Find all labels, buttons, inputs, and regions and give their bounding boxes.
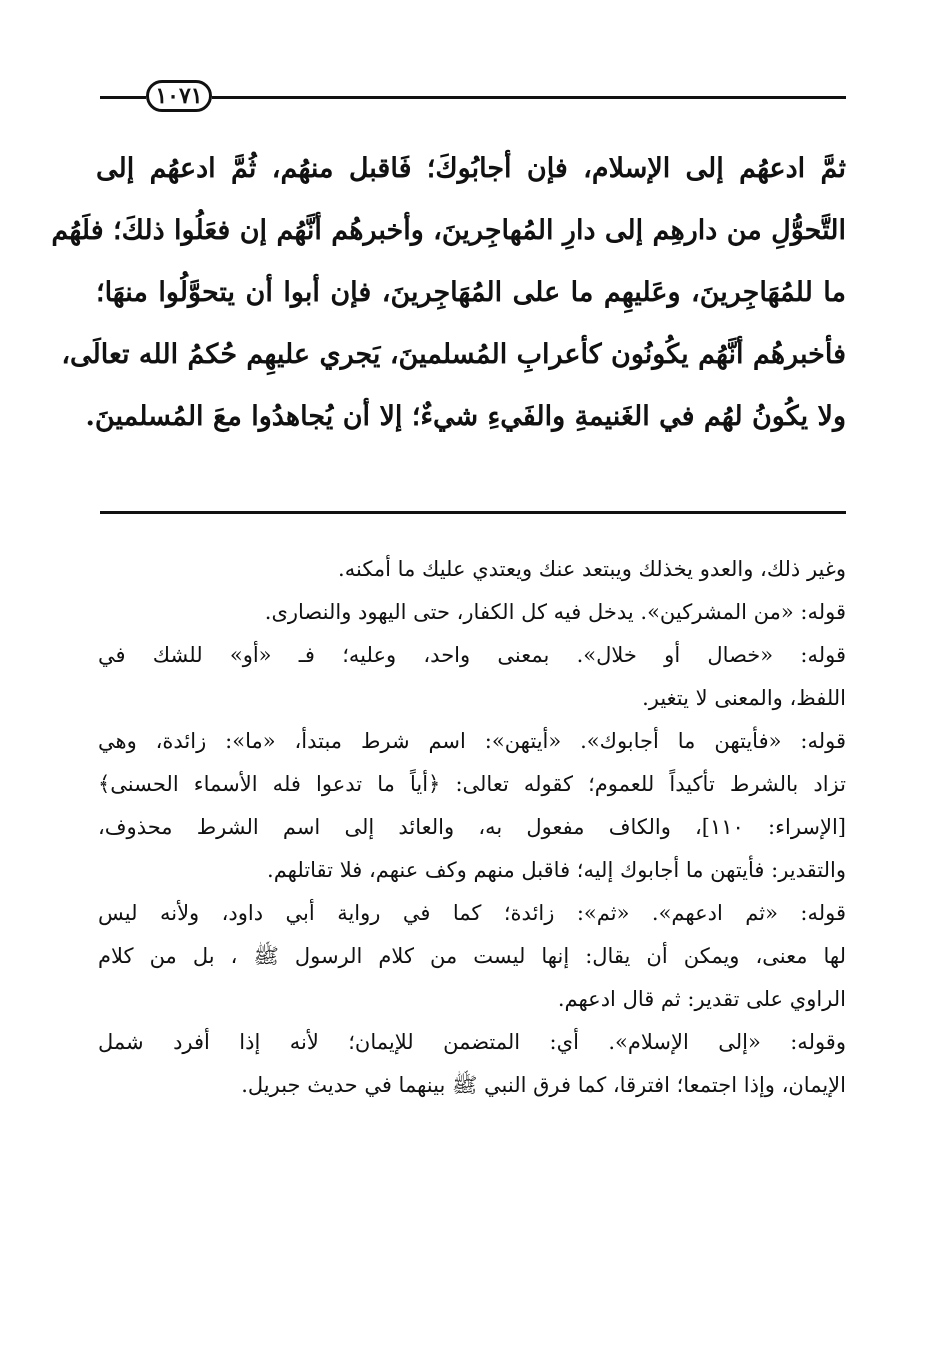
commentary-line: وقوله: «إلى الإسلام». أي: المتضمن للإيمان؛ لأنه إذا أفرد شمل: [98, 1030, 846, 1054]
commentary-line: قوله: «ثم ادعهم». «ثم»: زائدة؛ كما في رواية أبي داود، ولأنه ليس: [98, 901, 846, 925]
hadith-line: فأخبرهُم أنَّهُم يكُونُون كأعرابِ المُسلمينَ، يَجري عليهِم حُكمُ الله تعالَى،: [61, 339, 846, 370]
hadith-line: التَّحوُّلِ من دارهِم إلى دارِ المُهاجِرينَ، وأخبرهُم أنَّهُم إن فعَلُوا ذلكَ؛ فلَهُم: [51, 215, 846, 246]
commentary-line: الإيمان، وإذا اجتمعا؛ افترقا، كما فرق النبي ﷺ بينهما في حديث جبريل.: [241, 1073, 846, 1097]
commentary-line: قوله: «فأيتهن ما أجابوك». «أيتهن»: اسم شرط مبتدأ، «ما»: زائدة، وهي: [98, 729, 846, 753]
commentary-text: [98, 548, 846, 1107]
section-divider: [100, 511, 846, 514]
page-number: ١٠٧١: [146, 80, 212, 112]
commentary-line: تزاد بالشرط تأكيداً للعموم؛ كقوله تعالى: ﴿أياً ما تدعوا فله الأسماء الحسنى﴾: [98, 772, 846, 796]
commentary-line: [الإسراء: ١١٠]، والكاف مفعول به، والعائد إلى اسم الشرط محذوف،: [98, 815, 847, 839]
commentary-line: قوله: «من المشركين». يدخل فيه كل الكفار، حتى اليهود والنصارى.: [264, 600, 846, 624]
page-header: [100, 78, 846, 114]
hadith-line: ولا يكُونُ لهُم في الغَنيمةِ والفَيءِ شيءٌ؛ إلا أن يُجاهدُوا معَ المُسلمينَ.: [85, 401, 846, 432]
commentary-line: قوله: «خصال أو خلال». بمعنى واحد، وعليه؛ فـ «أو» للشك في: [98, 643, 846, 667]
commentary-line: لها معنى، ويمكن أن يقال: إنها ليست من كلام الرسول ﷺ ، بل من كلام: [98, 944, 846, 968]
header-rule-left: [100, 96, 146, 99]
hadith-line: ما للمُهَاجِرينَ، وعَليهِم ما على المُهَاجِرينَ، فإن أبوا أن يتحوَّلُوا منهَا؛: [96, 277, 846, 308]
hadith-line: ثمَّ ادعهُم إلى الإسلام، فإن أجابُوكَ؛ فَاقبل منهُم، ثُمَّ ادعهُم إلى: [96, 153, 846, 184]
hadith-text: [51, 138, 846, 448]
header-rule-right: [212, 96, 846, 99]
commentary-line: وغير ذلك، والعدو يخذلك ويبتعد عنك ويعتدي عليك ما أمكنه.: [338, 557, 846, 581]
commentary-line: الراوي على تقدير: ثم قال ادعهم.: [557, 987, 846, 1011]
commentary-line: اللفظ، والمعنى لا يتغير.: [642, 686, 846, 710]
commentary-line: والتقدير: فأيتهن ما أجابوك إليه؛ فاقبل منهم وكف عنهم، فلا تقاتلهم.: [267, 858, 846, 882]
